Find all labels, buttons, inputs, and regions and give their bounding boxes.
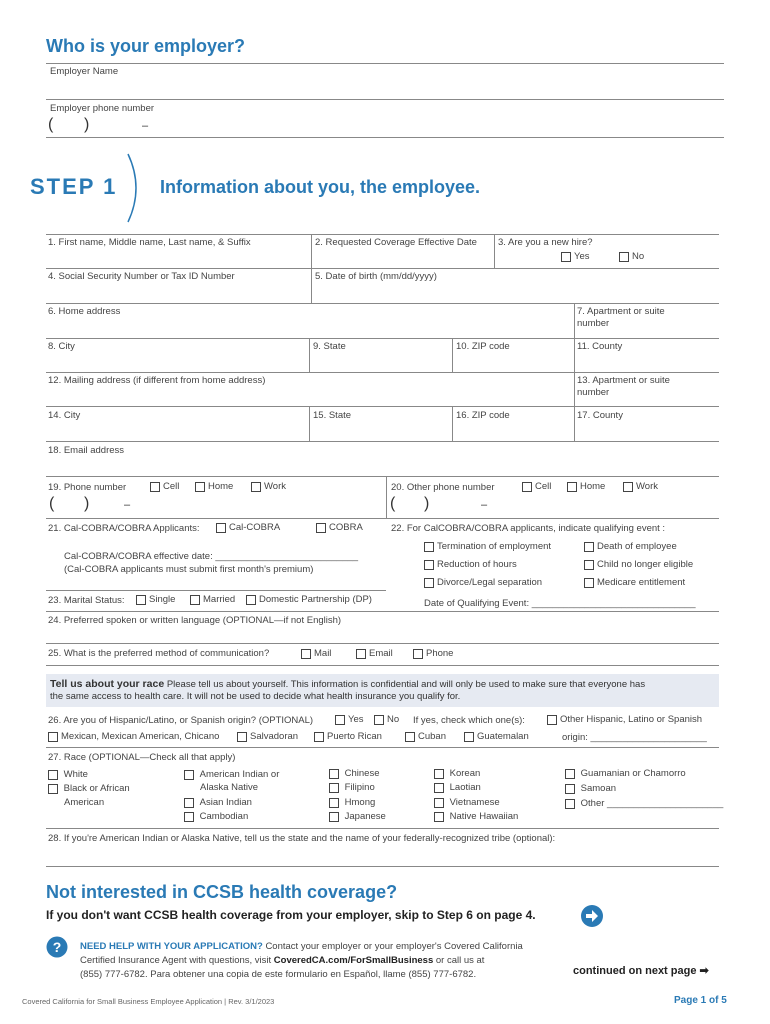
checkbox[interactable] [413, 649, 423, 659]
phone-dash: – [142, 120, 149, 132]
employer-phone-field[interactable] [46, 115, 724, 136]
arrow-right-icon: ➡ [699, 965, 709, 977]
checkbox[interactable] [329, 812, 339, 822]
help-line-3: (855) 777-6782. Para obtener una copia de este formulario en Español, llame (855) 777-6782. [80, 969, 477, 980]
divider [46, 518, 719, 519]
ssn-input[interactable] [46, 282, 311, 303]
hispanic-mexican[interactable]: Mexican, Mexican American, Chicano [48, 731, 219, 742]
field-label-language: 24. Preferred spoken or written language (OPTIONAL—if not English) [48, 615, 342, 626]
field-label-mailing-zip: 16. ZIP code [456, 410, 510, 421]
help-icon [46, 936, 68, 958]
race-cambodian[interactable]: Cambodian [184, 811, 248, 822]
svg-text:?: ? [52, 939, 62, 955]
other-phone-home-option[interactable]: Home [567, 481, 605, 492]
event-divorce[interactable]: Divorce/Legal separation [424, 577, 542, 588]
checkbox[interactable] [434, 769, 444, 779]
help-text: Certified Insurance Agent with questions, visit [80, 955, 272, 966]
divider [46, 406, 719, 407]
page-number: Page 1 of 5 [674, 995, 727, 1006]
employer-phone-label: Employer phone number [50, 103, 155, 114]
comm-phone[interactable]: Phone [413, 648, 453, 659]
employer-heading: Who is your employer? [46, 36, 246, 56]
coverage-date-input[interactable] [311, 248, 494, 268]
checkbox[interactable] [619, 252, 629, 262]
divider [46, 63, 724, 64]
tribe-input[interactable] [46, 845, 719, 865]
employer-name-label: Employer Name [50, 66, 119, 77]
field-label-zip: 10. ZIP code [456, 341, 510, 352]
field-label-other-phone: 20. Other phone number [391, 482, 495, 493]
checkbox[interactable] [424, 578, 434, 588]
comm-email[interactable]: Email [356, 648, 393, 659]
hispanic-yes[interactable]: Yes [335, 714, 364, 725]
divider [46, 372, 719, 373]
home-address-input[interactable] [46, 317, 574, 338]
arrow-right-icon[interactable] [580, 904, 604, 928]
checkbox[interactable] [216, 523, 226, 533]
hispanic-other[interactable]: Other Hispanic, Latino or Spanish [547, 714, 702, 725]
phone-work-option[interactable]: Work [251, 481, 286, 492]
race-intro-text-2: the same access to health care. It will not be used to decide what health insurance you qualify for. [50, 691, 461, 702]
checkbox[interactable] [434, 798, 444, 808]
checkbox[interactable] [424, 542, 434, 552]
hispanic-no[interactable]: No [374, 714, 399, 725]
race-american-indian-2: Alaska Native [200, 782, 259, 793]
divider [46, 665, 719, 666]
phone-dash: – [481, 499, 488, 511]
divider [46, 476, 719, 477]
field-label-cobra: 21. Cal-COBRA/COBRA Applicants: [48, 523, 200, 534]
checkbox[interactable] [584, 560, 594, 570]
checkbox[interactable] [356, 649, 366, 659]
marital-married[interactable]: Married [190, 594, 235, 605]
field-label-marital: 23. Marital Status: [48, 595, 125, 606]
checkbox[interactable] [237, 732, 247, 742]
race-intro-text: Please tell us about yourself. This information is confidential and will only be used to make sure that everyone has [166, 679, 646, 690]
checkbox[interactable] [522, 482, 532, 492]
race-asian-indian[interactable]: Asian Indian [184, 797, 252, 808]
cobra-effective-date[interactable]: Cal-COBRA/COBRA effective date: ___________________________ [64, 551, 359, 562]
event-death[interactable]: Death of employee [584, 541, 677, 552]
checkbox[interactable] [48, 770, 58, 780]
race-other[interactable]: Other ______________________ [565, 798, 723, 809]
phone-paren-open: ( [49, 495, 55, 512]
phone-paren-open: ( [390, 495, 396, 512]
checkbox[interactable] [434, 812, 444, 822]
race-korean[interactable]: Korean [434, 768, 480, 779]
field-label-city: 8. City [48, 341, 75, 352]
field-label-tribe: 28. If you're American Indian or Alaska Native, tell us the state and the name of your federally-recognized tribe (optional): [48, 833, 556, 844]
hispanic-guatemalan[interactable]: Guatemalan [464, 731, 529, 742]
continued-label: continued on next page [573, 965, 697, 977]
field-label-name: 1. First name, Middle name, Last name, & Suffix [48, 237, 251, 248]
checkbox[interactable] [623, 482, 633, 492]
checkbox[interactable] [405, 732, 415, 742]
other-phone-work-option[interactable]: Work [623, 481, 658, 492]
checkbox[interactable] [190, 595, 200, 605]
race-american-indian[interactable]: American Indian or [184, 769, 279, 780]
race-black[interactable]: Black or African [48, 783, 130, 794]
divider [46, 611, 719, 612]
footer-left: Covered California for Small Business Employee Application | Rev. 3/1/2023 [22, 997, 275, 1006]
divider [452, 338, 453, 372]
race-samoan[interactable]: Samoan [565, 783, 616, 794]
field-label-race: 27. Race (OPTIONAL—Check all that apply) [48, 752, 236, 763]
step-title: Information about you, the employee. [160, 177, 481, 197]
checkbox[interactable] [565, 769, 575, 779]
divider [46, 137, 724, 138]
field-label-qualifying-event: 22. For CalCOBRA/COBRA applicants, indicate qualifying event : [391, 523, 666, 534]
qualifying-event-date[interactable]: Date of Qualifying Event: _______________________________ [424, 598, 696, 609]
employer-name-field[interactable] [46, 78, 724, 98]
checkbox[interactable] [434, 783, 444, 793]
divider [46, 303, 719, 304]
checkbox[interactable] [184, 770, 194, 780]
new-hire-no[interactable]: No [619, 251, 644, 262]
other-phone-cell-option[interactable]: Cell [522, 481, 551, 492]
checkbox[interactable] [565, 799, 575, 809]
field-label-communication: 25. What is the preferred method of communication? [48, 648, 270, 659]
checkbox[interactable] [329, 798, 339, 808]
race-laotian[interactable]: Laotian [434, 782, 481, 793]
help-line-2 [80, 955, 484, 966]
event-child[interactable]: Child no longer eligible [584, 559, 693, 570]
field-label-mailing-state: 15. State [313, 410, 352, 421]
hispanic-other-origin[interactable]: origin: ______________________ [562, 732, 707, 743]
checkbox[interactable] [184, 812, 194, 822]
field-label-state: 9. State [313, 341, 346, 352]
hispanic-salvadoran[interactable]: Salvadoran [237, 731, 298, 742]
checkbox[interactable] [48, 784, 58, 794]
phone-paren-close: ) [424, 495, 430, 512]
phone-paren-close: ) [84, 495, 90, 512]
checkbox[interactable] [567, 482, 577, 492]
divider [46, 828, 719, 829]
checkbox[interactable] [150, 482, 160, 492]
race-vietnamese[interactable]: Vietnamese [434, 797, 500, 808]
race-guamanian[interactable]: Guamanian or Chamorro [565, 768, 686, 779]
divider [46, 866, 719, 867]
cobra-option[interactable]: COBRA [316, 522, 363, 533]
divider [46, 643, 719, 644]
divider [309, 406, 310, 441]
checkbox[interactable] [316, 523, 326, 533]
field-label-dob: 5. Date of birth (mm/dd/yyyy) [315, 271, 437, 282]
email-input[interactable] [46, 456, 719, 476]
help-heading: NEED HELP WITH YOUR APPLICATION? [80, 941, 263, 952]
divider [452, 406, 453, 441]
event-hours[interactable]: Reduction of hours [424, 559, 517, 570]
checkbox[interactable] [329, 769, 339, 779]
field-label-mailing-address: 12. Mailing address (if different from home address) [48, 375, 266, 386]
field-label-new-hire: 3. Are you a new hire? [498, 237, 593, 248]
divider [574, 303, 575, 441]
calcobra-option[interactable]: Cal-COBRA [216, 522, 280, 533]
checkbox[interactable] [424, 560, 434, 570]
checkbox[interactable] [464, 732, 474, 742]
divider [46, 268, 719, 269]
field-label-apt: 7. Apartment or suite [577, 306, 665, 317]
race-white[interactable]: White [48, 769, 88, 780]
race-chinese[interactable]: Chinese [329, 768, 380, 779]
race-japanese[interactable]: Japanese [329, 811, 386, 822]
checkbox[interactable] [329, 783, 339, 793]
new-hire-yes[interactable]: Yes [561, 251, 590, 262]
hispanic-check-label: If yes, check which one(s): [413, 715, 525, 726]
field-label-phone: 19. Phone number [48, 482, 127, 493]
field-label-home-address: 6. Home address [48, 306, 121, 317]
divider [46, 234, 719, 235]
checkbox[interactable] [301, 649, 311, 659]
event-medicare[interactable]: Medicare entitlement [584, 577, 685, 588]
divider [386, 476, 387, 518]
field-label-email: 18. Email address [48, 445, 125, 456]
checkbox[interactable] [195, 482, 205, 492]
name-input[interactable] [46, 248, 311, 268]
field-label-county: 11. County [577, 341, 623, 352]
continued-text [573, 964, 709, 977]
divider [46, 747, 719, 748]
cobra-note: (Cal-COBRA applicants must submit first month's premium) [64, 564, 314, 575]
phone-home-option[interactable]: Home [195, 481, 233, 492]
marital-dp[interactable]: Domestic Partnership (DP) [246, 594, 372, 605]
race-black-2: American [64, 797, 105, 808]
divider [46, 441, 719, 442]
help-line-1 [80, 941, 523, 952]
help-text: Contact your employer or your employer's Covered California [265, 941, 523, 952]
checkbox[interactable] [335, 715, 345, 725]
phone-paren-close: ) [84, 116, 90, 133]
phone-paren-open: ( [48, 116, 54, 133]
checkbox[interactable] [184, 798, 194, 808]
field-label-hispanic: 26. Are you of Hispanic/Latino, or Spanish origin? (OPTIONAL) [48, 715, 314, 726]
race-hawaiian[interactable]: Native Hawaiian [434, 811, 518, 822]
language-input[interactable] [46, 626, 719, 643]
divider [494, 234, 495, 268]
divider [309, 338, 310, 372]
checkbox[interactable] [547, 715, 557, 725]
phone-cell-option[interactable]: Cell [150, 481, 179, 492]
step-bracket-icon [122, 152, 146, 224]
divider [46, 99, 724, 100]
field-label-mailing-county: 17. County [577, 410, 623, 421]
marital-single[interactable]: Single [136, 594, 175, 605]
checkbox[interactable] [246, 595, 256, 605]
not-interested-heading: Not interested in CCSB health coverage? [46, 882, 398, 902]
event-termination[interactable]: Termination of employment [424, 541, 551, 552]
checkbox[interactable] [374, 715, 384, 725]
race-intro-box [46, 674, 719, 707]
field-label-apt-2: number [577, 318, 610, 329]
phone-dash: – [124, 499, 131, 511]
checkbox[interactable] [584, 578, 594, 588]
checkbox[interactable] [136, 595, 146, 605]
field-label-ssn: 4. Social Security Number or Tax ID Number [48, 271, 235, 282]
race-intro-heading: Tell us about your race [50, 678, 165, 690]
step-label: STEP 1 [30, 174, 118, 199]
field-label-coverage-date: 2. Requested Coverage Effective Date [315, 237, 477, 248]
field-label-mailing-apt: 13. Apartment or suite [577, 375, 670, 386]
field-label-mailing-city: 14. City [48, 410, 81, 421]
checkbox[interactable] [48, 732, 58, 742]
help-text: or call us at [435, 955, 485, 966]
hispanic-cuban[interactable]: Cuban [405, 731, 446, 742]
not-interested-subtext: If you don't want CCSB health coverage from your employer, skip to Step 6 on page 4. [46, 908, 536, 922]
comm-mail[interactable]: Mail [301, 648, 331, 659]
race-filipino[interactable]: Filipino [329, 782, 375, 793]
divider [46, 338, 719, 339]
race-hmong[interactable]: Hmong [329, 797, 375, 808]
checkbox[interactable] [561, 252, 571, 262]
checkbox[interactable] [565, 784, 575, 794]
field-label-mailing-apt-2: number [577, 387, 610, 398]
checkbox[interactable] [251, 482, 261, 492]
dob-input[interactable] [311, 282, 719, 303]
checkbox[interactable] [584, 542, 594, 552]
help-link[interactable]: CoveredCA.com/ForSmallBusiness [273, 955, 434, 966]
divider [46, 590, 386, 591]
checkbox[interactable] [314, 732, 324, 742]
hispanic-puertorican[interactable]: Puerto Rican [314, 731, 382, 742]
